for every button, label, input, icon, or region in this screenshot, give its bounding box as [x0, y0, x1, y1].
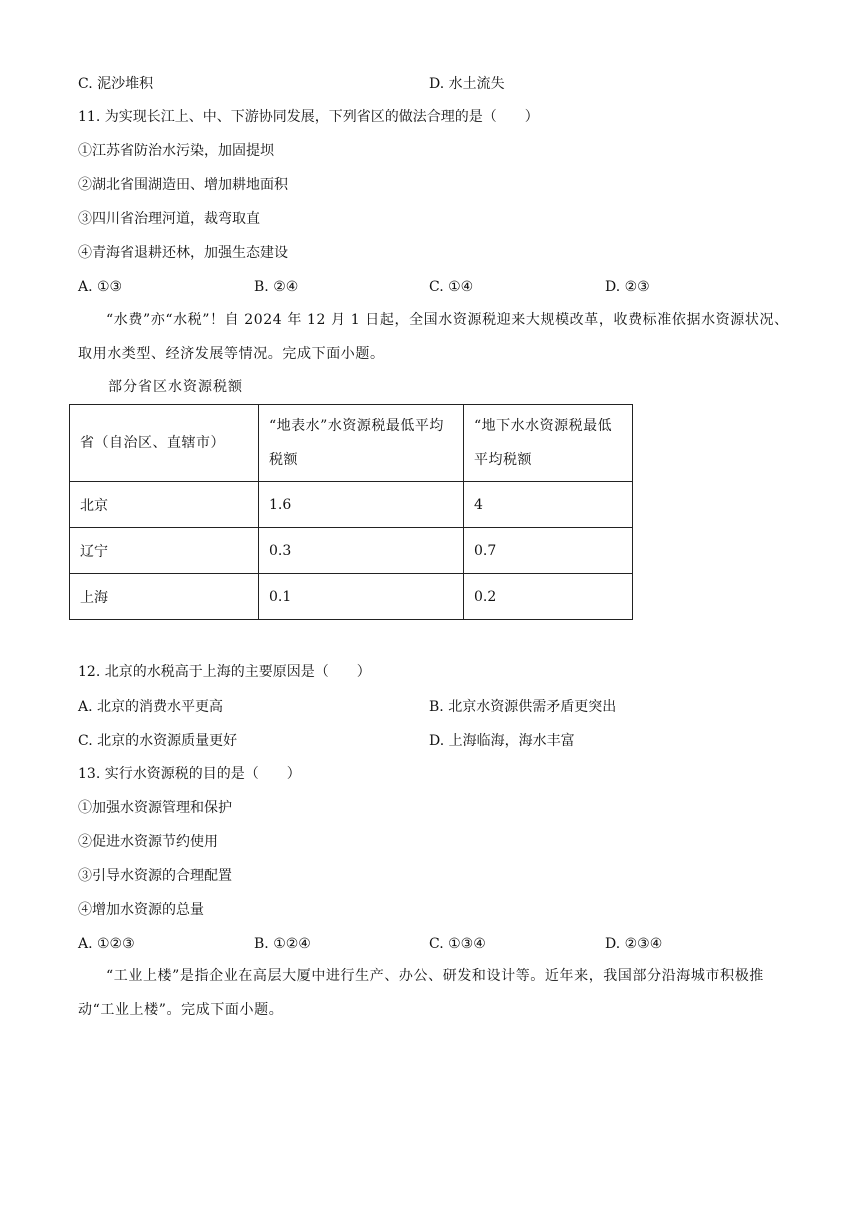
- cell-surface: 0.3: [259, 528, 464, 574]
- q13-stem: 13. 实行水资源税的目的是（ ）: [78, 766, 301, 782]
- cell-ground: 4: [464, 482, 633, 528]
- table-header-row: [70, 405, 633, 482]
- header-ground-water: “地下水水资源税最低平均税额: [464, 405, 633, 482]
- cell-province: 辽宁: [70, 528, 259, 574]
- q12-option-c: C. 北京的水资源质量更好: [78, 733, 238, 749]
- q13-option-d: D. ②③④: [605, 936, 663, 952]
- q11-option-c: C. ①④: [429, 279, 474, 295]
- cell-surface: 0.1: [259, 574, 464, 620]
- header-province: 省（自治区、直辖市）: [70, 405, 259, 482]
- q11-item-2: ②湖北省围湖造田、增加耕地面积: [78, 177, 288, 193]
- q10-option-c: C. 泥沙堆积: [78, 76, 154, 92]
- cell-surface: 1.6: [259, 482, 464, 528]
- header-surface-water: “地表水”水资源税最低平均税额: [259, 405, 464, 482]
- q11-item-1: ①江苏省防治水污染，加固提坝: [78, 143, 274, 159]
- q11-option-d: D. ②③: [605, 279, 650, 295]
- q11-item-3: ③四川省治理河道，裁弯取直: [78, 211, 260, 227]
- material-industry-text: “工业上楼”是指企业在高层大厦中进行生产、办公、研发和设计等。近年来，我国部分沿海城市积极推动“工业上楼”。完成下面小题。: [78, 968, 764, 1018]
- q13-option-a: A. ①②③: [78, 936, 135, 952]
- q12-option-b: B. 北京水资源供需矛盾更突出: [429, 699, 617, 715]
- cell-province: 北京: [70, 482, 259, 528]
- table-row: [70, 482, 633, 528]
- q13-option-b: B. ①②④: [254, 936, 311, 952]
- cell-province: 上海: [70, 574, 259, 620]
- q12-option-a: A. 北京的消费水平更高: [78, 699, 224, 715]
- q11-option-a: A. ①③: [78, 279, 123, 295]
- q13-item-3: ③引导水资源的合理配置: [78, 868, 232, 884]
- q11-stem: 11. 为实现长江上、中、下游协同发展，下列省区的做法合理的是（ ）: [78, 109, 539, 125]
- q10-option-d: D. 水土流失: [429, 76, 505, 92]
- q13-option-c: C. ①③④: [429, 936, 486, 952]
- q11-option-b: B. ②④: [254, 279, 299, 295]
- q11-item-4: ④青海省退耕还林，加强生态建设: [78, 245, 288, 261]
- water-tax-table: [69, 404, 633, 620]
- table-row: [70, 528, 633, 574]
- table-caption: 部分省区水资源税额: [108, 379, 243, 395]
- cell-ground: 0.2: [464, 574, 633, 620]
- material-water-text: “水费”亦“水税”！自 2024 年 12 月 1 日起，全国水资源税迎来大规模改革，收费标准依据水资源状况、取用水类型、经济发展等情况。完成下面小题。: [78, 312, 789, 362]
- q13-item-1: ①加强水资源管理和保护: [78, 800, 232, 816]
- table-row: [70, 574, 633, 620]
- q13-item-4: ④增加水资源的总量: [78, 902, 204, 918]
- cell-ground: 0.7: [464, 528, 633, 574]
- q13-item-2: ②促进水资源节约使用: [78, 834, 218, 850]
- q12-option-d: D. 上海临海，海水丰富: [429, 733, 575, 749]
- q12-stem: 12. 北京的水税高于上海的主要原因是（ ）: [78, 664, 371, 680]
